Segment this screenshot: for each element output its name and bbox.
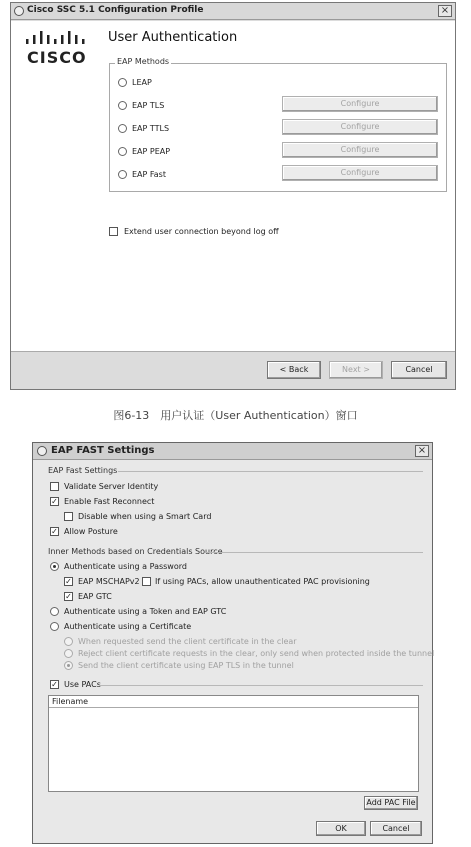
cert-send-clear-label: When requested send the client certificate in the clear: [78, 637, 297, 646]
auth-token-label: Authenticate using a Token and EAP GTC: [64, 607, 227, 616]
app-icon: [14, 6, 24, 16]
validate-server-identity-checkbox[interactable]: [50, 482, 59, 491]
enable-fast-reconnect-label: Enable Fast Reconnect: [64, 497, 155, 506]
enable-fast-reconnect-checkbox[interactable]: ✓: [51, 497, 58, 506]
eap-tls-configure-button[interactable]: Configure: [282, 96, 438, 112]
eap-ttls-label: EAP TTLS: [132, 124, 170, 133]
eap-peap-label: EAP PEAP: [132, 147, 171, 156]
auth-certificate-radio[interactable]: [50, 622, 59, 631]
eap-fast-settings-section-title: EAP Fast Settings: [48, 466, 118, 475]
eap-fast-settings-window: [32, 442, 433, 844]
eap-gtc-label: EAP GTC: [78, 592, 112, 601]
eap-methods-group-label: EAP Methods: [117, 57, 170, 66]
section-divider: [205, 552, 423, 553]
eap-mschapv2-checkbox[interactable]: ✓: [65, 577, 72, 586]
cert-reject-clear-label: Reject client certificate requests in the clear, only send when protected inside the tunnel: [78, 649, 435, 658]
figure-caption: 图6-13 用户认证（User Authentication）窗口: [113, 409, 358, 422]
cisco-logo-icon: [25, 31, 89, 45]
filename-column-header[interactable]: Filename: [49, 696, 418, 708]
cert-eap-tls-tunnel-label: Send the client certificate using EAP TLS in the tunnel: [78, 661, 294, 670]
eap-peap-configure-button[interactable]: Configure: [282, 142, 438, 158]
title-bar: [11, 3, 455, 20]
leap-label: LEAP: [132, 78, 152, 87]
eap-tls-label: EAP TLS: [132, 101, 165, 110]
auth-certificate-label: Authenticate using a Certificate: [64, 622, 192, 631]
eap-gtc-checkbox[interactable]: ✓: [65, 592, 72, 601]
back-button[interactable]: < Back: [267, 361, 321, 379]
unauth-pac-provisioning-label: If using PACs, allow unauthenticated PAC provisioning: [155, 577, 370, 586]
eap-ttls-configure-button[interactable]: Configure: [282, 119, 438, 135]
use-pacs-label: Use PACs: [64, 680, 101, 689]
section-divider: [99, 685, 423, 686]
use-pacs-checkbox[interactable]: ✓: [51, 680, 58, 689]
eap-tls-radio[interactable]: [118, 101, 127, 110]
disable-smart-card-label: Disable when using a Smart Card: [78, 512, 212, 521]
eap-ttls-radio[interactable]: [118, 124, 127, 133]
cert-eap-tls-tunnel-radio[interactable]: [64, 661, 73, 670]
disable-smart-card-checkbox[interactable]: [64, 512, 73, 521]
ok-button[interactable]: OK: [316, 821, 366, 836]
ssc-profile-window: [10, 2, 456, 390]
eap-peap-radio[interactable]: [118, 147, 127, 156]
eap-fast-radio[interactable]: [118, 170, 127, 179]
allow-posture-checkbox[interactable]: ✓: [51, 527, 58, 536]
extend-connection-checkbox[interactable]: [109, 227, 118, 236]
close-button[interactable]: ×: [438, 5, 452, 17]
close-button[interactable]: ×: [415, 445, 429, 457]
section-divider: [118, 471, 423, 472]
next-button[interactable]: Next >: [329, 361, 383, 379]
wizard-button-bar: [11, 353, 455, 389]
title-bar: [33, 443, 432, 460]
add-pac-file-button[interactable]: Add PAC File: [364, 796, 418, 810]
pac-file-list[interactable]: [48, 695, 419, 792]
cancel-button[interactable]: Cancel: [370, 821, 422, 836]
window-title: Cisco SSC 5.1 Configuration Profile: [27, 5, 204, 15]
extend-connection-label: Extend user connection beyond log off: [124, 227, 279, 236]
cisco-logo-text: CISCO: [27, 48, 87, 67]
leap-radio[interactable]: [118, 78, 127, 87]
cancel-button[interactable]: Cancel: [391, 361, 447, 379]
validate-server-identity-label: Validate Server Identity: [64, 482, 159, 491]
content-panel: [11, 21, 455, 352]
cert-reject-clear-radio[interactable]: [64, 649, 73, 658]
cert-send-clear-radio[interactable]: [64, 637, 73, 646]
auth-password-radio[interactable]: [50, 562, 59, 571]
eap-fast-configure-button[interactable]: Configure: [282, 165, 438, 181]
unauth-pac-provisioning-checkbox[interactable]: [142, 577, 151, 586]
window-title: EAP FAST Settings: [51, 445, 155, 456]
allow-posture-label: Allow Posture: [64, 527, 118, 536]
eap-mschapv2-label: EAP MSCHAPv2: [78, 577, 140, 586]
auth-password-label: Authenticate using a Password: [64, 562, 187, 571]
auth-token-radio[interactable]: [50, 607, 59, 616]
page-heading: User Authentication: [108, 30, 238, 45]
inner-methods-section-title: Inner Methods based on Credentials Source: [48, 547, 223, 556]
eap-fast-label: EAP Fast: [132, 170, 166, 179]
app-icon: [37, 446, 47, 456]
